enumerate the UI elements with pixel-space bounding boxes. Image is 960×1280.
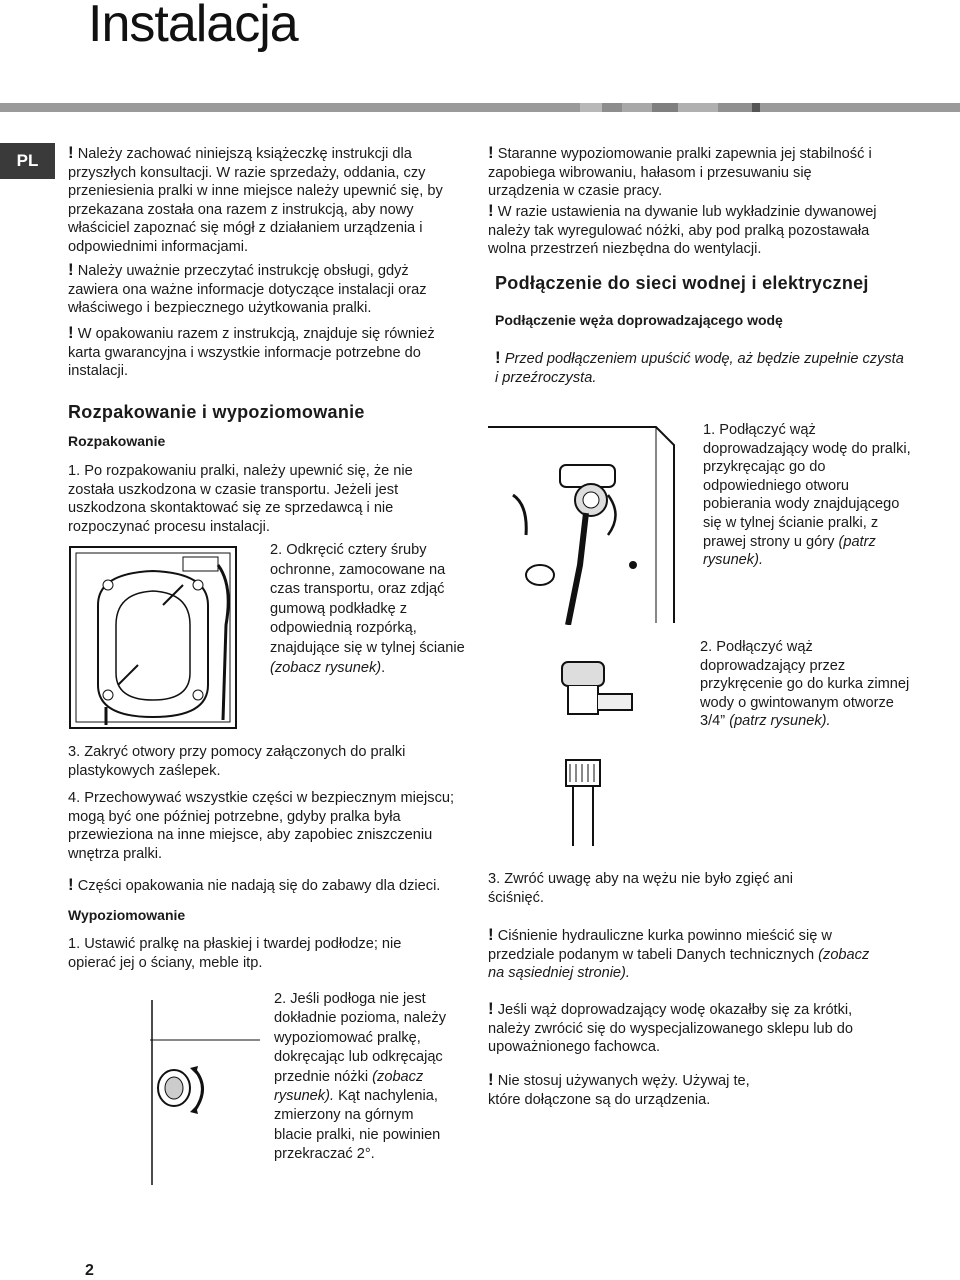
unpack-step-4: 4. Przechowywać wszystkie części w bezpiecznym miejscu; mogą być one później potrzebne, gdyby pralka była przewieziona na inne miejsce, aby zapobiec zniszczeniu wnętrza pralki. [68,790,455,862]
band-segment [580,103,602,112]
unpack-step-3: 3. Zakryć otwory przy pomocy załączonych do pralki plastykowych zaślepek. [68,744,406,779]
section-title-unpacking: Rozpakowanie i wypoziomowanie [68,402,365,422]
unpack-step-2: 2. Odkręcić cztery śruby ochronne, zamocowane na czas transportu, oraz zdjąć gumową podkładkę z odpowiednią rozpórką, znajdujące się w tylnej ścianie (zobacz rysunek). [270,542,465,676]
level-step-2: 2. Jeśli podłoga nie jest dokładnie pozioma, należy wypoziomować pralkę, dokręcając lub odkręcając przednie nóżki (zobacz rysunek). Kąt nachylenia, zmierzony na górnym blacie pralki, nie powinien przekraczać 2°. [274,991,446,1163]
section-title-connection: Podłączenie do sieci wodnej i elektrycznej [495,273,869,293]
faucet-hose-illustration [540,650,650,850]
children-warning: ! Części opakowania nie nadają się do zabawy dla dzieci. [68,875,441,894]
hose-step-2: 2. Podłączyć wąż doprowadzający przez przykręcenie go do kurka zimnej wody o gwintowanym otworze 3/4” (patrz rysunek). [700,639,910,730]
hose-step-3: 3. Zwróć uwagę aby na wężu nie było zgięć ani ściśnięć. [488,871,794,906]
band-segment [752,103,760,112]
subheading-hose: Podłączenie węża doprowadzającego wodę [495,312,783,328]
band-segment [602,103,622,112]
washer-back-illustration [68,545,238,730]
header-band [0,103,960,112]
language-tab: PL [0,143,55,179]
warning-mark: ! [68,323,74,342]
band-segment [678,103,718,112]
band-segment [652,103,678,112]
intro-paragraph-3: ! W opakowaniu razem z instrukcją, znajduje się również karta gwarancyjna i wszystkie informacje potrzebne do instalacji. [68,323,435,380]
band-segment [718,103,752,112]
hose-warning: ! Przed podłączeniem upuścić wodę, aż będzie zupełnie czysta i przeźroczysta. [495,348,904,386]
hose-step-1: 1. Podłączyć wąż doprowadzający wodę do pralki, przykręcając go do odpowiedniego otworu pobierania wody znajdującego się w tylnej ścianie pralki, z prawej strony u góry (patrz rysunek). [703,422,911,569]
warning-mark: ! [488,1070,494,1089]
warning-mark: ! [488,925,494,944]
leveling-foot-illustration [150,1000,260,1185]
warning-mark: ! [68,260,74,279]
hose-too-short-note: ! Jeśli wąż doprowadzający wodę okazałby się za krótki, należy zwrócić się do wyspecjalizowanego sklepu lub do upoważnionego fachowca. [488,999,854,1056]
level-note-1: ! Staranne wypoziomowanie pralki zapewnia jej stabilność i zapobiega wibrowaniu, hałasom i przesuwaniu się urządzenia w czasie pracy. [488,143,872,200]
warning-mark: ! [488,143,494,162]
level-note-2: ! W razie ustawienia na dywanie lub wykładzinie dywanowej należy tak wyregulować nóżki, aby pod pralką pozostawała wolna przestrzeń niezbędna do wentylacji. [488,201,877,258]
intro-paragraph-2: ! Należy uważnie przeczytać instrukcję obsługi, gdyż zawiera ona ważne informacje dotyczące instalacji oraz właściwego i bezpiecznego użytkowania pralki. [68,260,427,317]
band-segment [622,103,652,112]
warning-mark: ! [68,143,74,162]
level-step-1: 1. Ustawić pralkę na płaskiej i twardej podłodze; nie opierać jej o ściany, meble itp. [68,936,402,971]
subheading-unpacking: Rozpakowanie [68,433,166,449]
warning-mark: ! [488,999,494,1018]
unpack-step-1: 1. Po rozpakowaniu pralki, należy upewnić się, że nie została uszkodzona w czasie transportu. Jeżeli jest uszkodzona skontaktować się ze sprzedawcą i nie rozpoczynać procesu instalacji. [68,463,413,535]
intro-paragraph-1: ! Należy zachować niniejszą książeczkę instrukcji dla przyszłych konsultacji. W razie sprzedaży, oddania, czy przeniesienia pralki w inne miejsce należy upewnić się, by przekazana została ona razem z instrukcją, aby nowy właściciel zapoznać się mógł z działaniem urządzenia i odpowiednimi informacjami. [68,143,443,255]
used-hoses-note: ! Nie stosuj używanych węży. Używaj te, które dołączone są do urządzenia. [488,1070,750,1108]
hose-connection-illustration [488,425,676,625]
subheading-leveling: Wypoziomowanie [68,907,186,923]
page-title: Instalacja [88,0,298,53]
warning-mark: ! [495,348,501,367]
warning-mark: ! [488,201,494,220]
warning-mark: ! [68,875,74,894]
page-number: 2 [85,1262,94,1279]
pressure-warning: ! Ciśnienie hydrauliczne kurka powinno mieścić się w przedziale podanym w tabeli Danych technicznych (zobacz na sąsiedniej stronie). [488,925,870,982]
